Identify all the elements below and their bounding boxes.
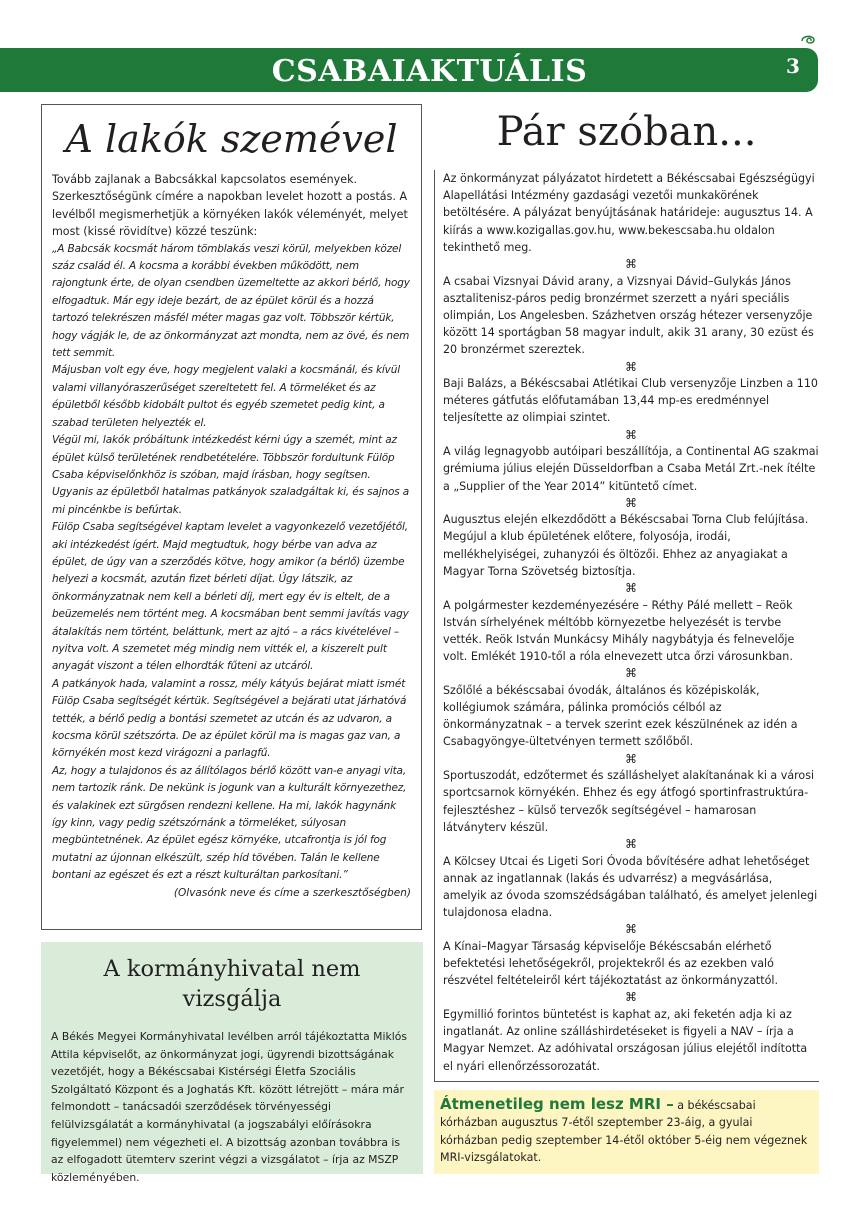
news-item: Sportuszodát, edzőtermet és szálláshelyet alakítanának ki a városi sportcsarnok környékén. Ehhez és egy átfogó sportinfrastruktúra-fejlesztéshez – külső tervezők segítségével – hamarosan látványterv készül. [443, 769, 815, 834]
letter-paragraph: A patkányok hada, valamint a rossz, mély kátyús bejárat miatt ismét Fülöp Csaba segítségét kértük. Segítségével a bejárati utat járhatóvá tették, a bérlő pedig a bontási szemetet az utcán és az udvaron, a kocsma körül szétszórta. De az épület körül ma is magas gaz van, a környékén most kezd virágozni a parlagfű. [52, 677, 407, 760]
news-item: A Kölcsey Utcai és Ligeti Sori Óvoda bővítésére adhat lehetőséget annak az ingatlannak (lakás és udvarrész) a megvásárlása, amelyik az óvoda szomszédságában található, és amelyet jelenlegi tulajdonosa eladna. [443, 854, 818, 920]
mri-headline: Átmenetileg nem lesz MRI – [440, 1095, 674, 1113]
swirl-ornament-icon [798, 32, 818, 48]
government-office-article [41, 942, 423, 1184]
letter-signature: (Olvasónk neve és címe a szerkesztőségben) [173, 886, 411, 899]
government-office-title: A kormányhivatal nem vizsgálja [103, 956, 361, 1012]
separator-icon: ⌘ [625, 495, 637, 510]
separator-icon: ⌘ [625, 922, 637, 937]
mri-notice [434, 1090, 819, 1174]
news-item: Augusztus elején elkezdődött a Békéscsabai Torna Club felújítása. Megújul a klub épületének előtere, folyosója, irodái, mellékhelyiségei, zuhanyzói és öltözői. Ehhez az anyagiakat a Magyar Torna Szövetség biztosítja. [443, 513, 809, 578]
letter-paragraph: „A Babcsák kocsmát három tömblakás veszi körül, melyekben közel száz család él. A kocsma a korábbi években működött, nem rajongtunk érte, de olyan csendben üzemeltette az akkori bérlő, hogy elfogadtuk. Már egy ideje bezárt, de az épület körül és a hozzá tartozó telekrészen másfél méter magas gaz volt. Többször kértük, hogy vágják le, de az önkormányzat azt mondta, nem az övé, és nem tett semmit. [52, 242, 410, 360]
separator-icon: ⌘ [625, 427, 637, 442]
letter-paragraph: Végül mi, lakók próbáltunk intézkedést kérni úgy a szemét, mint az épület külső területének rendbetételére. Többször fordultunk Fülöp Csaba képviselőnkhöz is szóban, majd írásban, hogy segítsen. Ugyanis az épületből hatalmas patkányok szaladgáltak ki, és sajnos a mi pincénkbe is befúrtak. [52, 434, 410, 516]
separator-icon: ⌘ [625, 990, 637, 1005]
news-item: Baji Balázs, a Békéscsabai Atlétikai Club versenyzője Linzben a 110 méteres gátfutás előfutamában 13,44 mp-es eredménnyel teljesítette az olimpiai szintet. [443, 377, 818, 425]
separator-icon: ⌘ [625, 837, 637, 851]
letter-paragraph: Májusban volt egy éve, hogy megjelent valaki a kocsmánál, és kívül valami villanyóraszerűséget szereltetett fel. A törmeléket és az épületből később kidobált pultot és egyéb szemetet pedig kint, a szabad területen helyezték el. [52, 364, 400, 429]
mri-text: a békéscsabai kórházban augusztus 7-étől szeptember 23-áig, a gyulai kórházban pedig szeptember 14-étől október 5-éig nem végeznek MRI-vizsgálatokat. [440, 1099, 808, 1165]
letter-lead: Tovább zajlanak a Babcsákkal kapcsolatos események. Szerkesztőségünk címére a napokban levelet hozott a postás. A levélből megismerhetjük a környéken lakók véleményét, melyet most (kissé rövidítve) közzé teszünk: [52, 173, 408, 239]
separator-icon: ⌘ [625, 751, 637, 766]
news-item: Szőlőlé a békéscsabai óvodák, általános és középiskolák, kollégiumok számára, pálinka promóciós célból az önkormányzatnak – a tervek szerint ezek készülnének az idén a Csabagyöngye-ültetvényen termett szőlőből. [443, 683, 798, 749]
news-item: A polgármester kezdeményezésére – Réthy Pálé mellett – Reök István sírhelyének méltóbb környezetbe helyezését is tervbe vették. Reök István Munkácsy Mihály nagybátyja és felnevelője volt. Emlékét 1910-től a róla elnevezett utca őrzi városunkban. [443, 598, 795, 664]
news-column [434, 170, 819, 1082]
page-number: 3 [786, 54, 800, 78]
letter-title: A lakók szemével [65, 117, 398, 161]
masthead: CSABAIAKTUÁLIS [271, 54, 588, 89]
letter-paragraph: Fülöp Csaba segítségével kaptam levelet a vagyonkezelő vezetőjétől, aki intézkedést ígért. Majd megtudtuk, hogy bérbe van adva az épület, de úgy van a szerződés kötve, hogy amikor (a bérlő) üzembe helyezi a kocsmát, azután fizet bérleti díjat. Úgy látszik, az önkormányzatnak nem kell a bérleti díj, mert egy év is eltelt, de a beüzemelés nem történt meg. A kocsmában bent semmi javítás vagy átalakítás nem történt, beláttunk, mert az ajtó – a rács kivételével – nyitva volt. A szemetet még mindig nem vitték el, a kiszerelt pult anyagát viszont a télen elhordták fűteni az utcáról. [52, 521, 409, 673]
government-office-text: A Békés Megyei Kormányhivatal levélben arról tájékoztatta Miklós Attila képviselőt, az önkormányzat jogi, ügyrendi bizottságának vezetőjét, hogy a Békéscsabai Kistérségi Életfa Szociális Szolgáltató Központ és a Joghatás Kft. között létrejött – mára már felmondott – tanácsadói szerződések törvényességi felülvizsgálatát a kormányhivatal (a jogszabályi előírásokra figyelemmel) nem végezheti el. A bizottság azonban továbbra is az elfogadott ütemterv szerint végzi a vizsgálatot – írja az MSZP közleményében. [51, 1030, 407, 1184]
separator-icon: ⌘ [625, 257, 637, 272]
news-item: A világ legnagyobb autóipari beszállítója, a Continental AG szakmai grémiuma július elején Düsseldorfban a Csaba Metál Zrt.-nek ítélte a „Supplier of the Year 2014” kitüntető címet. [443, 445, 819, 493]
news-item: A Kínai–Magyar Társaság képviselője Békéscsabán elérhető befektetési lehetőségekről, projektekről és az ezekben való részvétel feltételeiről kért tájékoztatást az önkormányzattól. [443, 939, 779, 988]
separator-icon: ⌘ [625, 359, 637, 374]
news-item: Az önkormányzat pályázatot hirdetett a Békéscsabai Egészségügyi Alapellátási Intézmény gazdasági vezetői munkakörének betöltésére. A pályázat benyújtásának határideje: augusztus 14. A kiírás a www.kozigallas.gov.hu, www.bekescsaba.hu oldalon tekinthető meg. [443, 172, 815, 254]
separator-icon: ⌘ [625, 666, 637, 681]
letter-paragraph: Az, hogy a tulajdonos és az állítólagos bérlő között van-e anyagi vita, nem tartozik ránk. De nekünk is jogunk van a kulturált környezethez, és valakinek ezt sürgősen rendezni kellene. Ha mi, lakók hagynánk így kinn, vagy pedig szétszórnánk a törmeléket, súlyosan megbüntetnének. Az épület egész környéke, utcafrontja is jól fog mutatni az újonnan elkészült, szép híd tövében. Talán le kellene bontani az egészet és ezt a részt kulturáltan parkosítani.” [52, 764, 407, 882]
letter-article [41, 104, 422, 930]
news-item: Egymillió forintos büntetést is kaphat az, aki feketén adja ki az ingatlanát. Az online szálláshirdetéseket is figyeli a NAV – írja a Magyar Nemzet. Az adóhivatal országosan július elejétől indította el nyári ellenőrzéssorozatát. [443, 1007, 808, 1073]
news-column-title: Pár szóban... [496, 109, 757, 155]
news-item: A csabai Vizsnyai Dávid arany, a Vizsnyai Dávid–Gulykás János asztalitenisz-páros pedig bronzérmet szerzett a nyári speciális olimpián, Los Angelesben. Százhetven ország hétezer versenyzője között 14 sportágban 58 magyar indult, akik 31 arany, 30 ezüst és 20 bronzérmet szereztek. [443, 274, 814, 357]
separator-icon: ⌘ [625, 581, 637, 596]
